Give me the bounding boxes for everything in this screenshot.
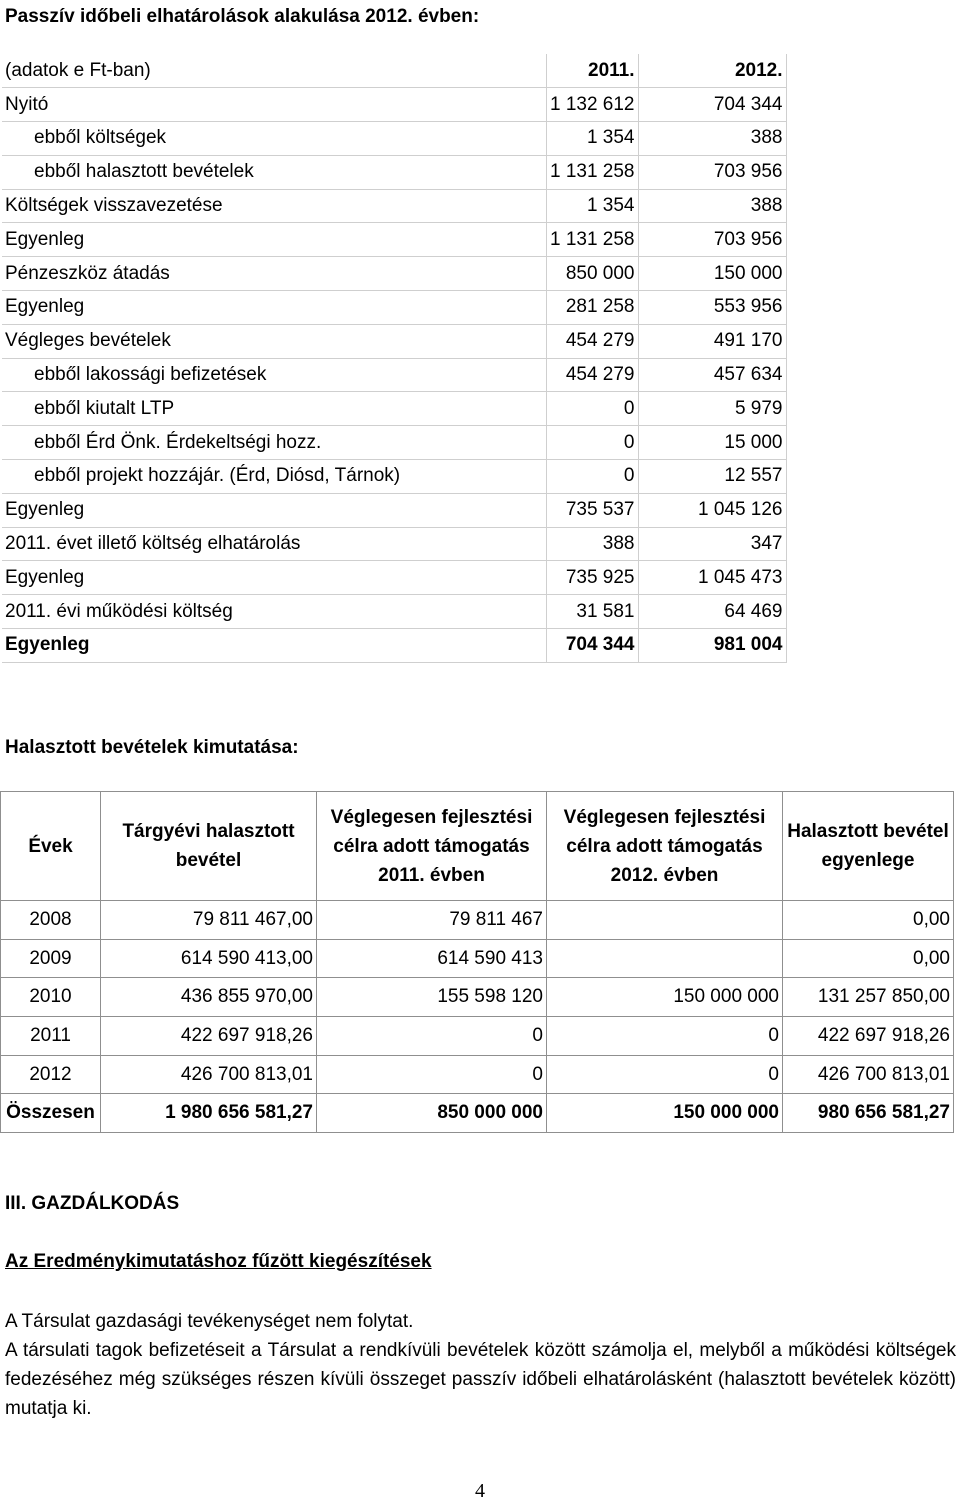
total-row xyxy=(1,1094,954,1133)
accruals-table xyxy=(2,54,787,663)
value-2011: 0 xyxy=(546,426,638,460)
table-row xyxy=(2,460,786,494)
value-2011: 281 258 xyxy=(546,291,638,325)
cell-current-deferred: 436 855 970,00 xyxy=(101,978,317,1017)
value-2011: 704 344 xyxy=(546,629,638,663)
cell-year: 2009 xyxy=(1,939,101,978)
section-title-management: III. GAZDÁLKODÁS xyxy=(5,1193,180,1214)
value-2012: 703 956 xyxy=(638,223,786,257)
value-2012: 704 344 xyxy=(638,88,786,122)
value-2011: 1 131 258 xyxy=(546,223,638,257)
total-current-deferred: 1 980 656 581,27 xyxy=(101,1094,317,1133)
cell-grant-2011: 614 590 413 xyxy=(317,939,547,978)
cell-balance: 131 257 850,00 xyxy=(783,978,954,1017)
table-row xyxy=(2,629,786,663)
value-2012: 981 004 xyxy=(638,629,786,663)
value-2011: 1 131 258 xyxy=(546,155,638,189)
value-2011: 454 279 xyxy=(546,324,638,358)
value-2011: 1 354 xyxy=(546,122,638,156)
value-2011: 735 537 xyxy=(546,493,638,527)
cell-current-deferred: 79 811 467,00 xyxy=(101,901,317,940)
row-label: Egyenleg xyxy=(2,629,546,663)
cell-grant-2011: 155 598 120 xyxy=(317,978,547,1017)
cell-current-deferred: 614 590 413,00 xyxy=(101,939,317,978)
value-2011: 31 581 xyxy=(546,595,638,629)
cell-year: 2010 xyxy=(1,978,101,1017)
value-2011: 0 xyxy=(546,392,638,426)
table-row xyxy=(2,122,786,156)
table-row xyxy=(2,257,786,291)
value-2012: 491 170 xyxy=(638,324,786,358)
row-label: ebből projekt hozzájár. (Érd, Diósd, Tárnok) xyxy=(2,460,546,494)
cell-year: 2011 xyxy=(1,1017,101,1056)
row-label: Egyenleg xyxy=(2,223,546,257)
cell-year: 2008 xyxy=(1,901,101,940)
paragraph-2: A társulati tagok befizetéseit a Társulat a rendkívüli bevételek között számolja el, melyből a működési költségek fedezéséhez még szükséges részen kívüli összeget passzív időbeli elhatárolásként (halasztott bevételek között) mutatja ki. xyxy=(5,1340,956,1419)
value-2012: 388 xyxy=(638,122,786,156)
table-header-row xyxy=(1,792,954,901)
paragraph-1: A Társulat gazdasági tevékenységet nem folytat. xyxy=(5,1311,414,1332)
value-2012: 347 xyxy=(638,527,786,561)
value-2011: 1 132 612 xyxy=(546,88,638,122)
table-row xyxy=(2,426,786,460)
total-balance: 980 656 581,27 xyxy=(783,1094,954,1133)
table-row xyxy=(2,595,786,629)
total-year: Összesen xyxy=(1,1094,101,1133)
header-col-2011: 2011. xyxy=(546,54,638,88)
row-label: 2011. évet illető költség elhatárolás xyxy=(2,527,546,561)
row-label: Egyenleg xyxy=(2,493,546,527)
row-label: Nyitó xyxy=(2,88,546,122)
table-row xyxy=(1,978,954,1017)
row-label: ebből lakossági befizetések xyxy=(2,358,546,392)
cell-current-deferred: 426 700 813,01 xyxy=(101,1055,317,1094)
value-2011: 1 354 xyxy=(546,189,638,223)
value-2012: 12 557 xyxy=(638,460,786,494)
cell-grant-2012: 150 000 000 xyxy=(547,978,783,1017)
value-2012: 553 956 xyxy=(638,291,786,325)
section-subtitle: Az Eredménykimutatáshoz fűzött kiegészítések xyxy=(5,1251,432,1272)
row-label: ebből kiutalt LTP xyxy=(2,392,546,426)
header-label: (adatok e Ft-ban) xyxy=(2,54,546,88)
value-2011: 0 xyxy=(546,460,638,494)
header-balance: Halasztott bevétel egyenlege xyxy=(783,792,954,901)
row-label: ebből Érd Önk. Érdekeltségi hozz. xyxy=(2,426,546,460)
cell-balance: 426 700 813,01 xyxy=(783,1055,954,1094)
header-grant-2011: Véglegesen fejlesztési célra adott támogatás 2011. évben xyxy=(317,792,547,901)
table-row xyxy=(2,291,786,325)
row-label: Egyenleg xyxy=(2,291,546,325)
table-row xyxy=(1,939,954,978)
page-title: Passzív időbeli elhatárolások alakulása 2012. évben: xyxy=(5,6,480,27)
cell-current-deferred: 422 697 918,26 xyxy=(101,1017,317,1056)
table-row xyxy=(2,88,786,122)
row-label: Költségek visszavezetése xyxy=(2,189,546,223)
table-header-row xyxy=(2,54,786,88)
header-current-deferred: Tárgyévi halasztott bevétel xyxy=(101,792,317,901)
total-grant-2012: 150 000 000 xyxy=(547,1094,783,1133)
deferred-income-table xyxy=(0,791,954,1133)
table-row xyxy=(2,527,786,561)
row-label: ebből halasztott bevételek xyxy=(2,155,546,189)
section-title-deferred-income: Halasztott bevételek kimutatása: xyxy=(5,737,299,758)
table-row xyxy=(1,901,954,940)
cell-grant-2012: 0 xyxy=(547,1017,783,1056)
header-grant-2012: Véglegesen fejlesztési célra adott támogatás 2012. évben xyxy=(547,792,783,901)
value-2012: 15 000 xyxy=(638,426,786,460)
header-years: Évek xyxy=(1,792,101,901)
cell-year: 2012 xyxy=(1,1055,101,1094)
row-label: 2011. évi működési költség xyxy=(2,595,546,629)
table-row xyxy=(2,493,786,527)
value-2012: 5 979 xyxy=(638,392,786,426)
value-2012: 457 634 xyxy=(638,358,786,392)
cell-grant-2011: 0 xyxy=(317,1017,547,1056)
value-2011: 388 xyxy=(546,527,638,561)
value-2011: 735 925 xyxy=(546,561,638,595)
row-label: ebből költségek xyxy=(2,122,546,156)
total-grant-2011: 850 000 000 xyxy=(317,1094,547,1133)
value-2012: 703 956 xyxy=(638,155,786,189)
table-row xyxy=(2,189,786,223)
value-2011: 454 279 xyxy=(546,358,638,392)
cell-grant-2012 xyxy=(547,901,783,940)
row-label: Végleges bevételek xyxy=(2,324,546,358)
table-row xyxy=(2,392,786,426)
table-row xyxy=(2,223,786,257)
row-label: Egyenleg xyxy=(2,561,546,595)
cell-grant-2012: 0 xyxy=(547,1055,783,1094)
cell-grant-2012 xyxy=(547,939,783,978)
cell-grant-2011: 79 811 467 xyxy=(317,901,547,940)
cell-balance: 0,00 xyxy=(783,939,954,978)
value-2012: 1 045 473 xyxy=(638,561,786,595)
cell-balance: 422 697 918,26 xyxy=(783,1017,954,1056)
page-number: 4 xyxy=(475,1480,485,1502)
row-label: Pénzeszköz átadás xyxy=(2,257,546,291)
table-row xyxy=(1,1017,954,1056)
cell-grant-2011: 0 xyxy=(317,1055,547,1094)
value-2012: 388 xyxy=(638,189,786,223)
table-row xyxy=(2,561,786,595)
table-row xyxy=(1,1055,954,1094)
table-row xyxy=(2,324,786,358)
header-col-2012: 2012. xyxy=(638,54,786,88)
value-2011: 850 000 xyxy=(546,257,638,291)
table-row xyxy=(2,155,786,189)
value-2012: 150 000 xyxy=(638,257,786,291)
table-row xyxy=(2,358,786,392)
cell-balance: 0,00 xyxy=(783,901,954,940)
value-2012: 64 469 xyxy=(638,595,786,629)
value-2012: 1 045 126 xyxy=(638,493,786,527)
